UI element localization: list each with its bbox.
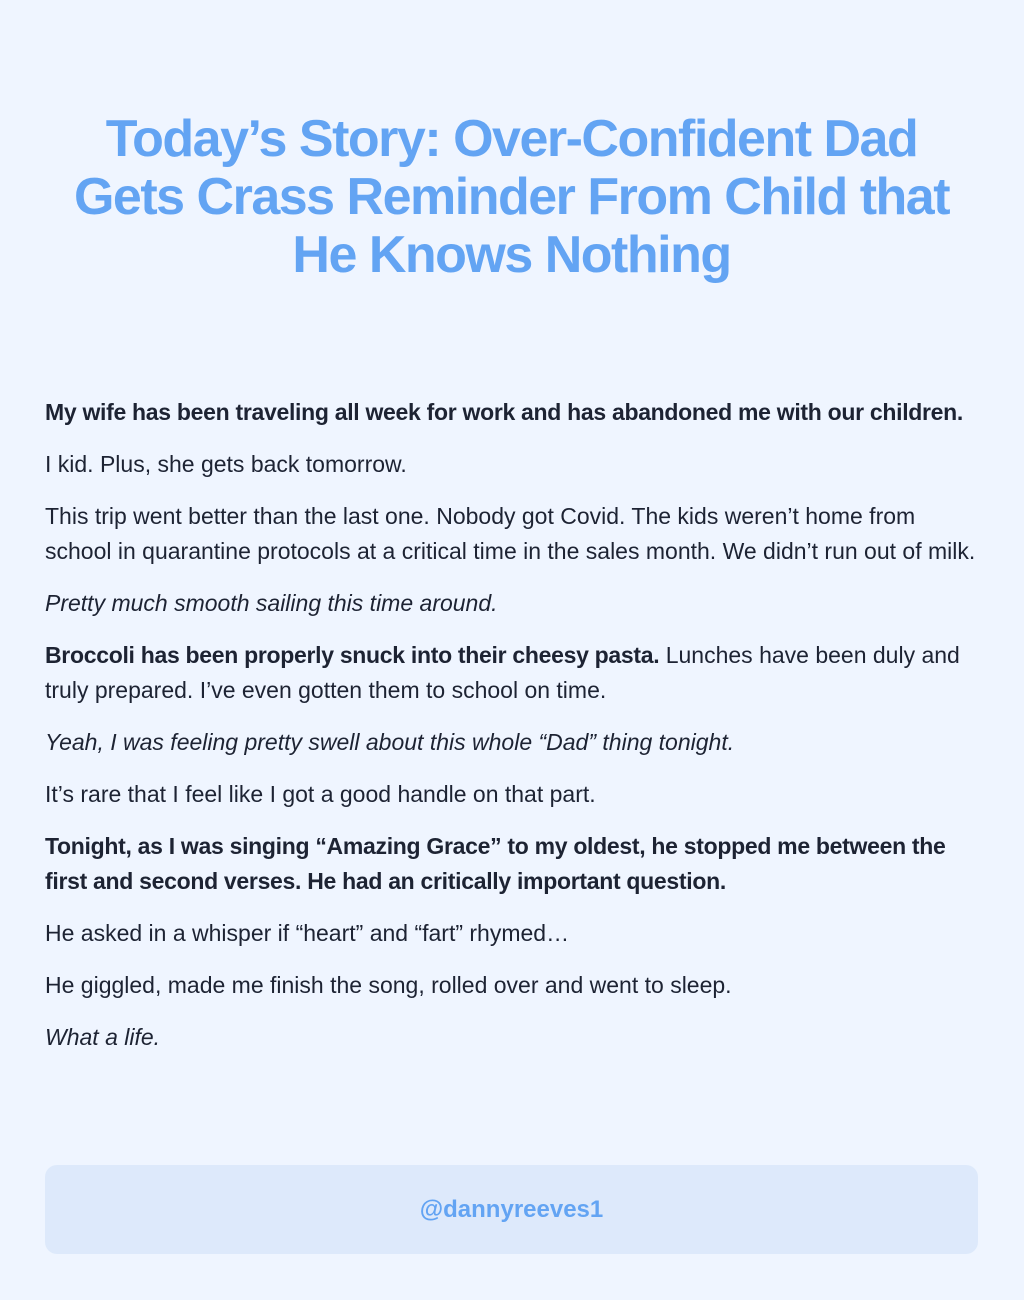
paragraph-5 [45,638,978,708]
paragraph-1: My wife has been traveling all week for work and has abandoned me with our children. [45,399,964,425]
paragraph-5-rest: Lunches have been duly and truly prepared. I’ve even gotten them to school on time. [45,642,960,703]
story-body [45,395,978,1072]
story-title: Today’s Story: Over-Confident Dad Gets Crass Reminder From Child that He Knows Nothing [73,110,950,284]
paragraph-10: He giggled, made me finish the song, rolled over and went to sleep. [45,972,732,998]
paragraph-9: He asked in a whisper if “heart” and “fart” rhymed… [45,920,570,946]
paragraph-8: Tonight, as I was singing “Amazing Grace” to my oldest, he stopped me between the first and second verses. He had an critically important question. [45,833,946,894]
paragraph-6: Yeah, I was feeling pretty swell about this whole “Dad” thing tonight. [45,729,735,755]
paragraph-5-bold: Broccoli has been properly snuck into their cheesy pasta. [45,642,660,668]
paragraph-2: I kid. Plus, she gets back tomorrow. [45,451,407,477]
paragraph-4: Pretty much smooth sailing this time around. [45,590,498,616]
author-handle-link[interactable]: @dannyreeves1 [419,1195,604,1223]
paragraph-11: What a life. [45,1024,161,1050]
paragraph-3: This trip went better than the last one. Nobody got Covid. The kids weren’t home from school in quarantine protocols at a critical time in the sales month. We didn’t run out of milk. [45,503,976,564]
author-handle-box [45,1165,978,1254]
paragraph-7: It’s rare that I feel like I got a good handle on that part. [45,781,596,807]
